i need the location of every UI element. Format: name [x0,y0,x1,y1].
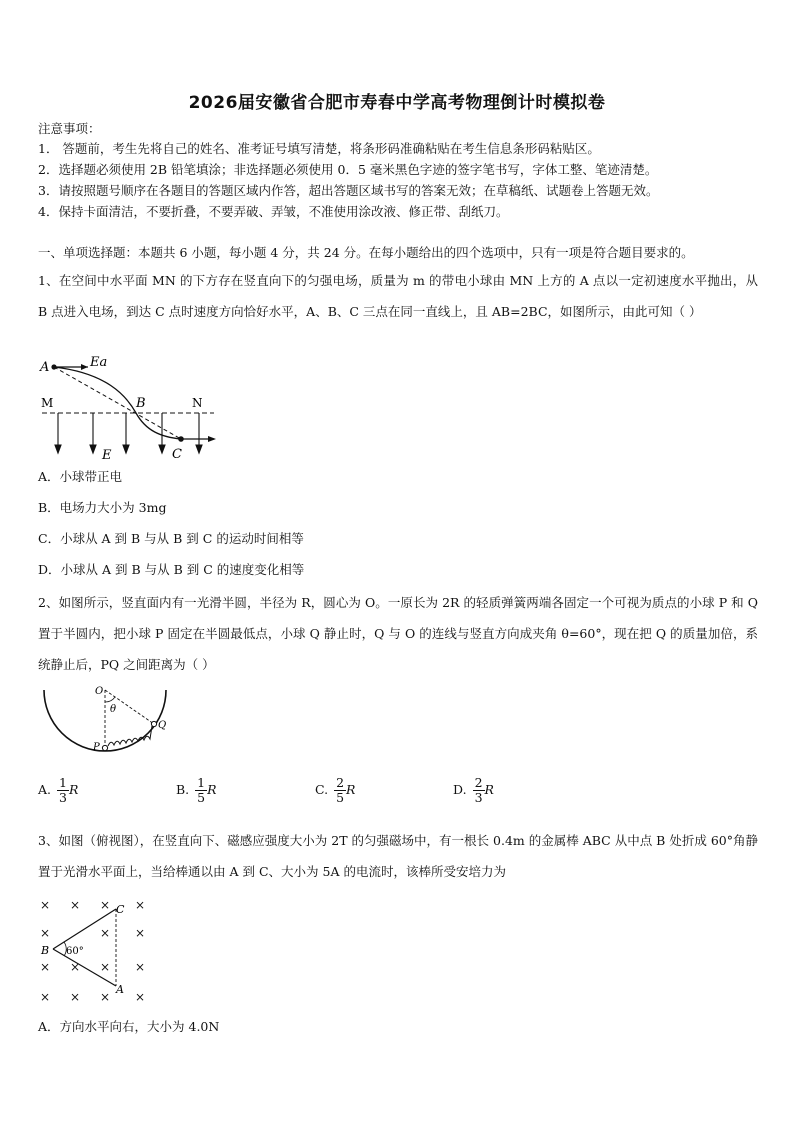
page-title: 2026届安徽省合肥市寿春中学高考物理倒计时模拟卷 [188,93,606,113]
label-n: N [192,396,203,410]
q2-option-a: A. $\frac{1}{3}$ R [38,775,79,805]
label-c: C [172,447,182,462]
q2-option-b: B. $\frac{1}{5}$ R [176,775,217,805]
question-3-stem: 3、如图（俯视图），在竖直向下、磁感应强度大小为 2T 的匀强磁场中，有一根长 0.4m 的金属棒 ABC 从中点 B 处折成 60°角静置于光滑水平面上，当给棒通以由 A 到 C、大小为 5A 的电流时，该棒所受安培力为 [38,833,758,879]
label-b: B [41,944,50,957]
svg-text:×: × [70,960,81,974]
svg-text:×: × [100,960,111,974]
svg-text:×: × [40,898,51,912]
question-1-stem: 1、在空间中水平面 MN 的下方存在竖直向下的匀强电场，质量为 m 的带电小球由 MN 上方的 A 点以一定初速度水平抛出，从 B 点进入电场，到达 C 点时速度方向恰好水平，A、B、C 三点在同一直线上，且 AB=2BC，如图所示，由此可知（ ） [38,273,758,319]
q3-option-a: A．方向水平向右，大小为 4.0N [38,1019,220,1034]
label-o: O [95,686,104,697]
q2-option-c: C. $\frac{2}{5}$ R [315,775,356,805]
svg-text:×: × [100,898,111,912]
q1-option-c: C．小球从 A 到 B 与从 B 到 C 的运动时间相等 [38,531,304,546]
label-m: M [41,396,54,410]
label-a: A [40,360,50,375]
ball-p [102,745,107,750]
label-b: B [136,396,146,411]
svg-text:×: × [135,926,146,940]
ball-a [51,364,56,369]
q1-option-b: B．电场力大小为 3mg [38,500,167,515]
q2-option-d: D. $\frac{2}{3}$ R [453,775,494,805]
question-1-figure [36,355,226,465]
svg-text:×: × [40,990,51,1004]
question-3-figure [36,895,156,1005]
svg-text:×: × [40,926,51,940]
svg-text:×: × [135,960,146,974]
svg-text:×: × [135,898,146,912]
svg-text:×: × [100,990,111,1004]
label-p: P [93,742,100,753]
question-2-figure [38,680,178,760]
question-2-stem: 2、如图所示，竖直面内有一光滑半圆，半径为 R，圆心为 O。一原长为 2R 的轻质弹簧两端各固定一个可视为质点的小球 P 和 Q 置于半圆内，把小球 P 固定在半圆最低点，小球 Q 静止时，Q 与 O 的连线与竖直方向成夹角 θ=60°，现在把 Q 的质量加倍，系统静止后，PQ 之间距离为（ ） [38,595,758,672]
notice-item-2: 2．选择题必须使用 2B 铅笔填涂；非选择题必须使用 0．5 毫米黑色字迹的签字笔书写，字体工整、笔迹清楚。 [38,162,658,177]
svg-text:×: × [70,898,81,912]
svg-text:×: × [70,990,81,1004]
velocity-arrow [81,364,88,370]
ball-q [151,721,156,726]
label-a: A [116,983,124,996]
notice-item-4: 4．保持卡面清洁，不要折叠，不要弄破、弄皱，不准使用涂改液、修正带、刮纸刀。 [38,204,509,219]
q1-option-a: A．小球带正电 [38,469,123,484]
section-heading: 一、单项选择题：本题共 6 小题，每小题 4 分，共 24 分。在每小题给出的四个选项中，只有一项是符合题目要求的。 [38,245,694,260]
svg-text:×: × [40,960,51,974]
q1-option-d: D．小球从 A 到 B 与从 B 到 C 的速度变化相等 [38,562,305,577]
label-ea: Ea [90,355,108,370]
label-e: E [102,448,112,463]
notice-item-1: 1． 答题前，考生先将自己的姓名、准考证号填写清楚，将条形码准确粘贴在考生信息条形码粘贴区。 [38,141,600,156]
notice-heading: 注意事项： [38,121,101,136]
notice-item-3: 3．请按照题号顺序在各题目的答题区域内作答，超出答题区域书写的答案无效；在草稿纸、试题卷上答题无效。 [38,183,659,198]
label-angle: 60° [66,946,84,957]
label-q: Q [158,720,167,731]
label-c: C [116,903,125,916]
label-theta: θ [110,704,117,715]
svg-text:×: × [100,926,111,940]
svg-text:×: × [135,990,146,1004]
